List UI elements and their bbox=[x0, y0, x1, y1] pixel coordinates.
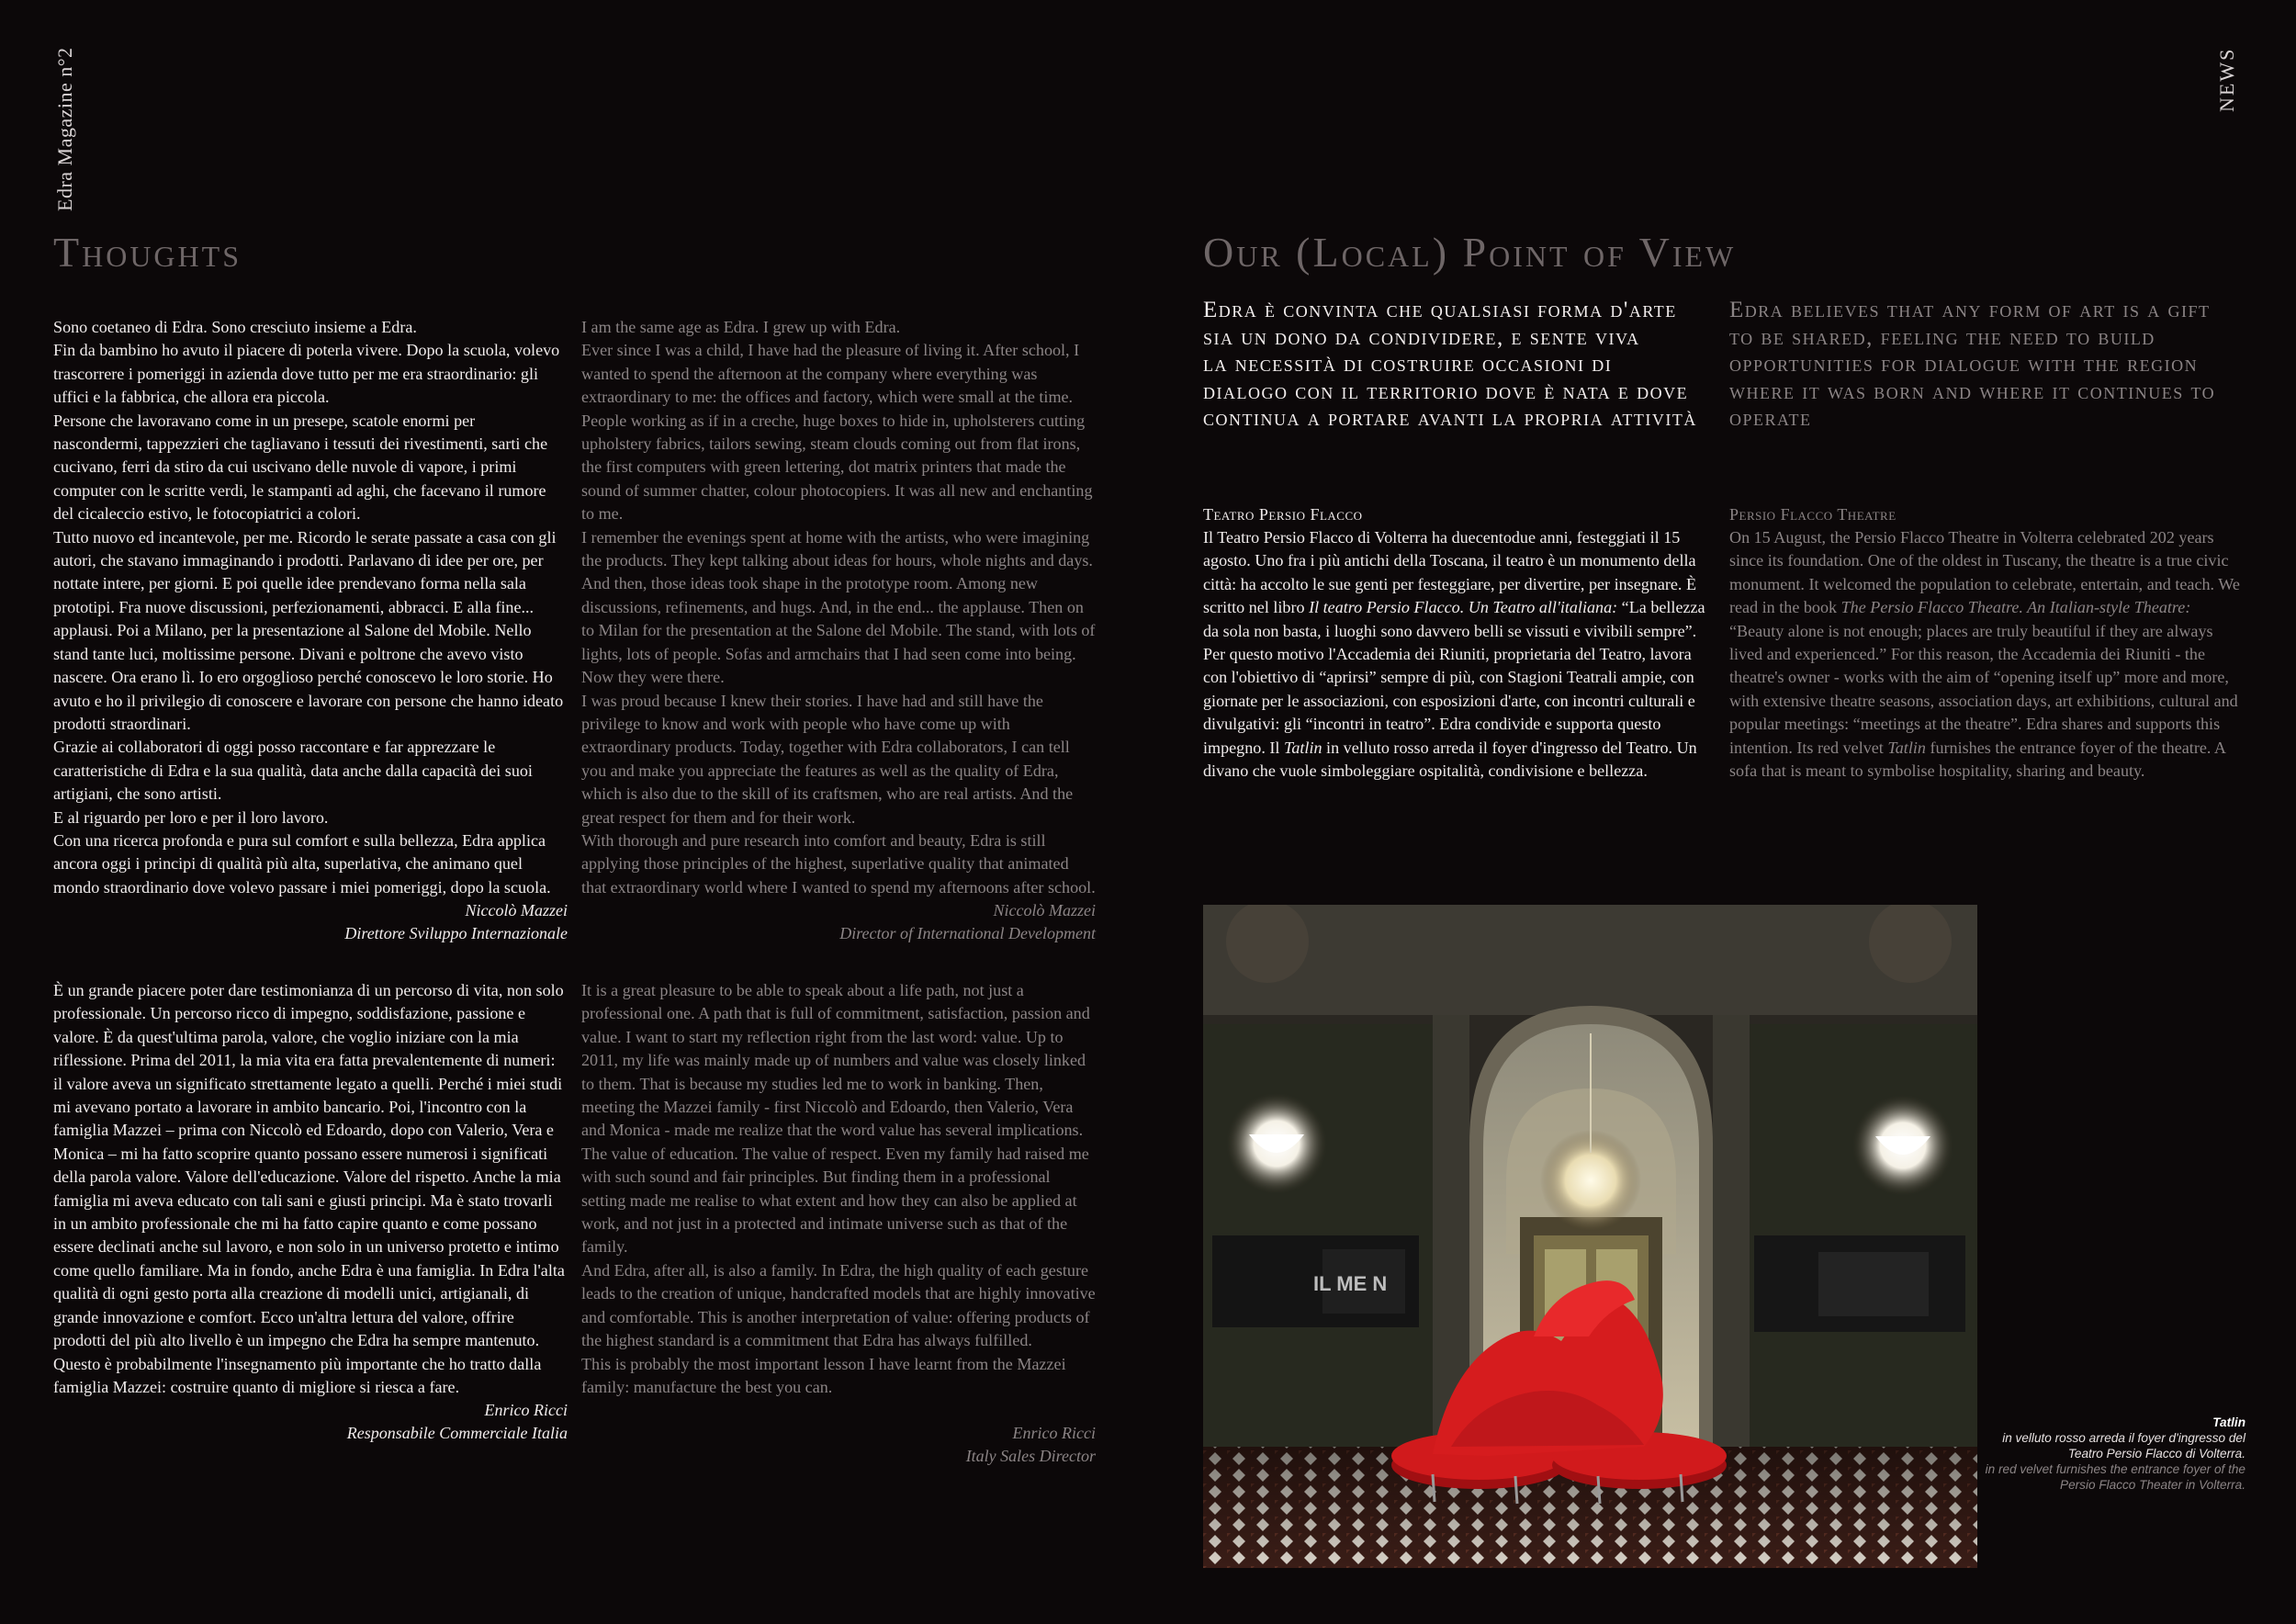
theatre-italian-column bbox=[1203, 503, 1713, 783]
running-head-magazine: Edra Magazine n°2 bbox=[53, 47, 76, 211]
photo-caption bbox=[1984, 1415, 2245, 1493]
signature-role: Italy Sales Director bbox=[965, 1447, 1096, 1466]
article2-english-column bbox=[581, 979, 1096, 1468]
section-title-point-of-view: Our (Local) Point of View bbox=[1203, 229, 1737, 276]
signature-role: Director of International Development bbox=[839, 924, 1096, 943]
article2-english-text: It is a great pleasure to be able to speak about a life path, not just a professional one. A path that is full of commitment, satisfaction, passion and value. I want to start my reflection right from the last word: value. Up to 2011, my life was mainly made up of numbers and value was closely linked to them. That is because my studies led me to work in banking. Then, meeting the Mazzei family - first Niccolò and Edoardo, then Valerio, Vera and Monica - made me realize that the word value has several implications. The value of education. The value of respect. Even my family had raised me with such sound and fair principles. But finding them in a professional setting made me realise to what extent and how they can also be applied at work, and not just in a protected and intimate universe such as that of the family. And Edra, after all, is also a family. In Edra, the high quality of each gesture leads to the creation of unique, handcrafted models that are highly innovative and comfortable. This is another interpretation of value: offering products of the highest standard is a commitment that Edra has always fulfilled. This is probably the most important lesson I have learnt from the Mazzei family: manufacture the best you can. bbox=[581, 981, 1096, 1396]
theatre-italian-text bbox=[1203, 526, 1713, 783]
product-name: Tatlin bbox=[1887, 738, 1926, 757]
book-title: Il teatro Persio Flacco. Un Teatro all'italiana: bbox=[1309, 598, 1618, 617]
lede-italian: Edra è convinta che qualsiasi forma d'arte sia un dono da condividere, e sente viva la necessità di costruire occasioni di dialogo con il territorio dove è nata e dove continua a portare avanti la propria attività bbox=[1203, 298, 1697, 431]
article1-italian-text: Sono coetaneo di Edra. Sono cresciuto insieme a Edra. Fin da bambino ho avuto il piacere di poterla vivere. Dopo la scuola, volevo trascorrere i pomeriggi in azienda dove tutto per me era straordinario: gli uffici e la fabbrica, che allora era piccola. Persone che lavoravano come in un presepe, scatole enormi per nascondermi, tappezzieri che tagliavano i tessuti dei rivestimenti, sarti che cucivano, ferri da stiro da cui uscivano delle nuvole di vapore, i primi computer con le scritte verdi, le stampanti ad aghi, che facevano il rumore del cicaleccio estivo, le fotocopiatrici a colori. Tutto nuovo ed incantevole, per me. Ricordo le serate passate a casa con gli autori, che stavano immaginando i prodotti. Parlavano di idee per ore, per nottate intere, per giorni. E poi quelle idee prendevano forma nella sala prototipi. Fra nuove discussioni, perfezionamenti, abbracci. E alla fine... applausi. Poi a Milano, per la presentazione al Salone del Mobile. Nello stand tante luci, moltissime persone. Divani e poltrone che avevo visto nascere. Ora erano lì. Io ero orgoglioso perché conoscevo le loro storie. Ho avuto e ho il privilegio di conoscere e lavorare con persone che hanno ideato prodotti straordinari. Grazie ai collaboratori di oggi posso raccontare e far apprezzare le caratteristiche di Edra e la sua qualità, data anche dalla capacità dei suoi artigiani, che sono artisti. E al riguardo per loro e per il loro lavoro. Con una ricerca profonda e pura sul comfort e sulla bellezza, Edra applica ancora oggi i principi di qualità più alta, superlativa, che animano quel mondo straordinario dove volevo passare i miei pomeriggi, dopo la scuola. bbox=[53, 318, 564, 897]
foyer-illustration bbox=[1203, 905, 1977, 1568]
running-head-news: NEWS bbox=[2215, 47, 2238, 112]
article2-italian-column bbox=[53, 979, 568, 1445]
article1-english-column bbox=[581, 316, 1096, 945]
theatre-heading-en: Persio Flacco Theatre bbox=[1729, 505, 1896, 524]
caption-title: Tatlin bbox=[2212, 1415, 2245, 1429]
body-text: Il Teatro Persio Flacco di Volterra ha duecentodue anni, festeggiati il 15 agosto. Uno fra i più antichi della Toscana, il teatro è un monumento della città: ha accolto le sue genti per festeggiare, per divertire, per insegnare. È scritto nel libro bbox=[1203, 528, 1697, 617]
theatre-heading-it: Teatro Persio Flacco bbox=[1203, 505, 1363, 524]
theatre-english-column bbox=[1729, 503, 2244, 783]
theatre-english-text bbox=[1729, 526, 2244, 783]
poster-text: IL ME N bbox=[1313, 1272, 1388, 1295]
article1-signature-it bbox=[53, 899, 568, 945]
body-text: “La bellezza da sola non basta, i luoghi sono davvero belli se vissuti e vivibili sempre”. Per questo motivo l'Accademia dei Riuniti, proprietaria del Teatro, lavora con l'obiettivo di “aprirsi” sempre di più, con Stagioni Teatrali ampie, con giornate per le associazioni, con esposizioni d'arte, con incontri culturali e divulgativi: gli “incontri in teatro”. Edra condivide e supporta questo impegno. Il bbox=[1203, 598, 1705, 757]
article1-italian-column bbox=[53, 316, 568, 945]
body-text: On 15 August, the Persio Flacco Theatre in Volterra celebrated 202 years since its foundation. One of the oldest in Tuscany, the theatre is a true civic monument. It welcomed the population to celebrate, entertain, and teach. We read in the book bbox=[1729, 528, 2240, 617]
lede-english: Edra believes that any form of art is a gift to be shared, feeling the need to build opportunities for dialogue with the region where it was born and where it continues to operate bbox=[1729, 298, 2216, 431]
article1-english-text: I am the same age as Edra. I grew up with Edra. Ever since I was a child, I have had the pleasure of living it. After school, I wanted to spend the afternoon at the company where everything was extraordinary to me: the offices and factory, which were small at the time. People working as if in a creche, huge boxes to hide in, upholsterers cutting upholstery fabrics, tailors sewing, steam clouds coming out from flat irons, the first computers with green lettering, dot matrix printers that made the sound of summer chatter, colour photocopiers. It was all new and enchanting to me. I remember the evenings spent at home with the artists, who were imagining the products. They kept talking about ideas for hours, whole nights and days. And then, those ideas took shape in the prototype room. Among new discussions, refinements, and hugs. And, in the end... the applause. Then on to Milan for the presentation at the Salone del Mobile. The stand, with lots of lights, lots of people. Sofas and armchairs that I had seen come into being. Now they were there. I was proud because I knew their stories. I have had and still have the privilege to know and work with people who have come up with extraordinary products. Today, together with Edra collaborators, I can tell you and make you appreciate the features as well as the quality of Edra, which is also due to the skill of its craftsmen, who are real artists. And the great respect for them and for their work. With thorough and pure research into comfort and beauty, Edra is still applying those principles of the highest, superlative quality that animated that extraordinary world where I wanted to spend my afternoons after school. bbox=[581, 318, 1096, 897]
article2-signature-en bbox=[581, 1422, 1096, 1468]
signature-name: Enrico Ricci bbox=[484, 1401, 568, 1420]
theatre-foyer-photo bbox=[1203, 905, 1977, 1568]
article1-signature-en bbox=[581, 899, 1096, 945]
product-name: Tatlin bbox=[1283, 738, 1322, 757]
section-title-thoughts: Thoughts bbox=[53, 229, 242, 276]
caption-italian: in velluto rosso arreda il foyer d'ingresso del Teatro Persio Flacco di Volterra. bbox=[2002, 1431, 2245, 1460]
signature-role: Responsabile Commerciale Italia bbox=[346, 1424, 568, 1443]
book-title: The Persio Flacco Theatre. An Italian-style Theatre: bbox=[1840, 598, 2191, 617]
signature-role: Direttore Sviluppo Internazionale bbox=[344, 924, 568, 943]
body-text: “Beauty alone is not enough; places are truly beautiful if they are always lived and experienced.” For this reason, the Accademia dei Riuniti - the theatre's owner - works with the aim of “opening itself up” more and more, with extensive theatre seasons, association days, art exhibitions, cultural and popular meetings: “meetings at the theatre”. Edra shares and supports this intention. Its red velvet bbox=[1729, 621, 2238, 757]
signature-name: Niccolò Mazzei bbox=[993, 901, 1096, 920]
article2-signature-it bbox=[53, 1399, 568, 1445]
signature-name: Niccolò Mazzei bbox=[465, 901, 568, 920]
body-text: furnishes the entrance foyer of the theatre. A sofa that is meant to symbolise hospitality, sharing and beauty. bbox=[1729, 738, 2225, 781]
caption-english: in red velvet furnishes the entrance foyer of the Persio Flacco Theater in Volterra. bbox=[1985, 1462, 2245, 1492]
signature-name: Enrico Ricci bbox=[1012, 1424, 1096, 1443]
body-text: in velluto rosso arreda il foyer d'ingresso del Teatro. Un divano che vuole simboleggiare ospitalità, condivisione e bellezza. bbox=[1203, 738, 1697, 781]
article2-italian-text: È un grande piacere poter dare testimonianza di un percorso di vita, non solo professionale. Un percorso ricco di impegno, soddisfazione, passione e valore. È da quest'ultima parola, valore, che voglio iniziare con la mia riflessione. Prima del 2011, la mia vita era fatta prevalentemente di numeri: il valore aveva un significato strettamente legato a quelli. Perché i miei studi mi avevano portato a lavorare in ambito bancario. Poi, l'incontro con la famiglia Mazzei – prima con Niccolò ed Edoardo, dopo con Valerio, Vera e Monica – mi ha fatto scoprire quanto possano essere numerosi i significati della parola valore. Valore dell'educazione. Valore del rispetto. Anche la mia famiglia mi aveva educato con tali sani e giusti principi. Ma è stato trovarli in un ambito professionale che mi ha fatto capire quanto e come possano essere declinati anche sul lavoro, e non solo in un universo protetto e intimo come quello familiare. Ma in fondo, anche Edra è una famiglia. In Edra l'alta qualità di ogni gesto porta alla creazione di modelli unici, artigianali, di grande innovazione e comfort. Ecco un'altra lettura del valore, offrire prodotti del più alto livello è un impegno che Edra ha sempre mantenuto. Questo è probabilmente l'insegnamento più importante che ho tratto dalla famiglia Mazzei: costruire quanto di migliore si riesca a fare. bbox=[53, 981, 565, 1396]
